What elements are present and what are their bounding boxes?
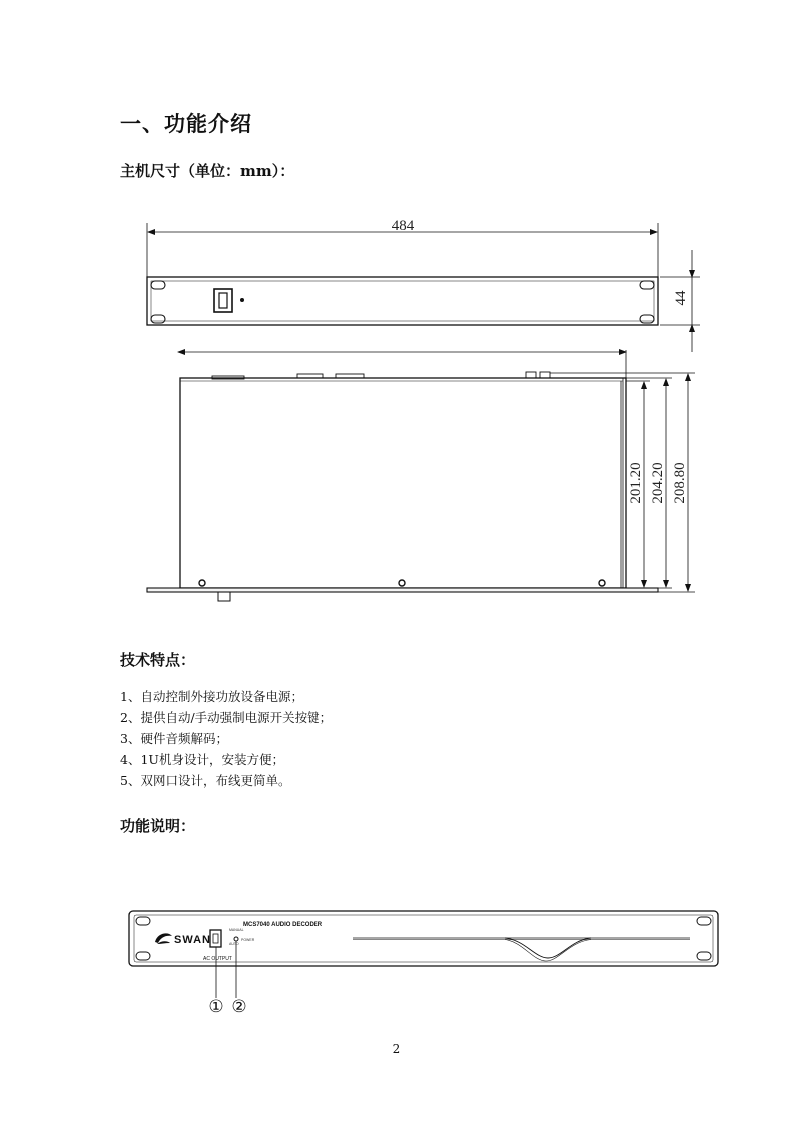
section-title: 一、功能介绍 — [120, 111, 252, 136]
callout-2: ② — [231, 997, 247, 1016]
mode-label-top: MANUAL — [229, 928, 244, 932]
ac-output-label: AC OUTPUT — [203, 956, 232, 962]
front-view — [147, 277, 658, 325]
height-value: 44 — [673, 290, 689, 306]
brand-name: SWAN — [174, 934, 211, 946]
feature-item: 3、硬件音频解码； — [120, 731, 228, 746]
depth-value-1: 201.20 — [628, 462, 644, 504]
model-label: MCS7040 AUDIO DECODER — [243, 922, 323, 928]
feature-item: 5、双网口设计，布线更简单。 — [120, 773, 291, 788]
side-view — [147, 350, 658, 601]
feature-item: 4、1U机身设计，安装方便； — [120, 752, 284, 767]
depth-value-3: 208.80 — [672, 462, 688, 504]
dimensions-heading: 主机尺寸（单位：mm）： — [120, 162, 295, 180]
power-indicator-label: POWER — [241, 938, 255, 942]
feature-item: 2、提供自动/手动强制电源开关按键； — [120, 710, 333, 725]
page-number: 2 — [392, 1042, 401, 1056]
callout-1: ① — [208, 997, 224, 1016]
mode-label-bottom: AUTO — [229, 942, 239, 946]
width-value: 484 — [391, 218, 415, 234]
depth-value-2: 204.20 — [650, 462, 666, 504]
function-heading: 功能说明： — [120, 817, 196, 835]
features-list — [120, 686, 332, 791]
feature-item: 1、自动控制外接功放设备电源； — [120, 689, 303, 704]
front-panel-drawing — [0, 900, 793, 1020]
features-heading: 技术特点： — [120, 651, 196, 669]
